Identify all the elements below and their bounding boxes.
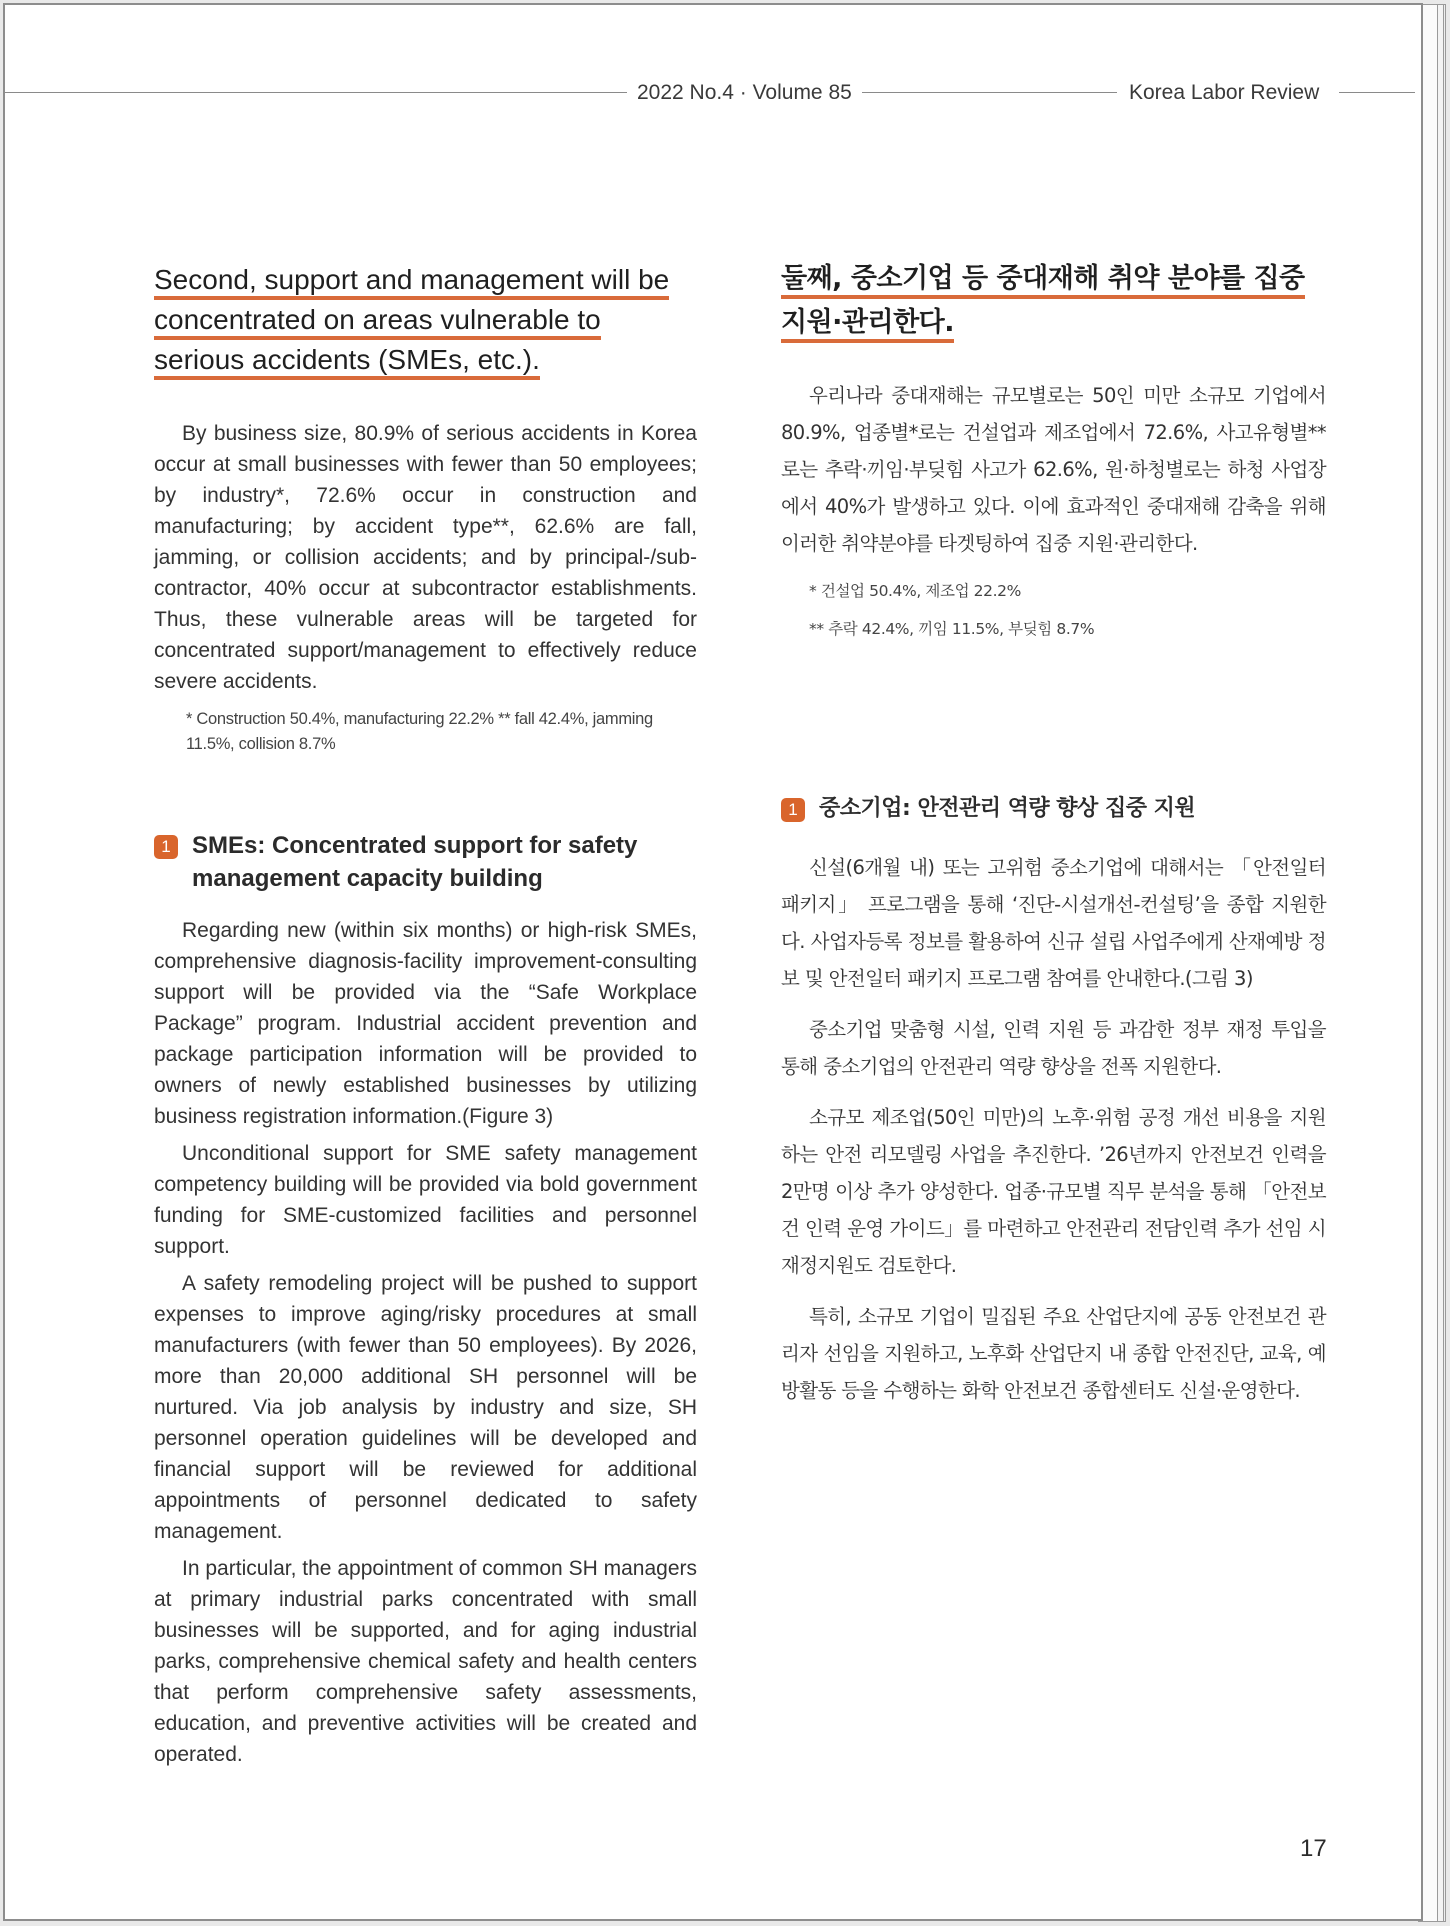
english-paragraph: In particular, the appointment of common SH managers at primary industrial parks concentrated with small businesses will be supported, and for aging industrial parks, comprehensive chemical safety and health centers that perform comprehensive safety assessments, education, and preventive activities will be created and operated.	[154, 1557, 697, 1766]
korean-paragraph: 신설(6개월 내) 또는 고위험 중소기업에 대해서는 「안전일터 패키지」 프로그램을 통해 ‘진단-시설개선-컨설팅’을 종합 지원한다. 사업자등록 정보를 활용하여 신규 설립 사업주에게 산재예방 정보 및 안전일터 패키지 프로그램 참여를 안내한다.(그림 3)	[781, 856, 1326, 990]
header-issue: 2022 No.4 · Volume 85	[627, 81, 862, 105]
english-headline	[154, 260, 697, 380]
english-footnote: * Construction 50.4%, manufacturing 22.2% ** fall 42.4%, jamming 11.5%, collision 8.7%	[186, 710, 653, 753]
section-number-badge: 1	[154, 835, 178, 859]
korean-section-heading	[781, 792, 1326, 825]
english-intro-paragraph: By business size, 80.9% of serious accidents in Korea occur at small businesses with fewer than 50 employees; by industry*, 72.6% occur in construction and manufacturing; by accident type**, 62.6% are fall, jamming, or collision accidents; and by principal-/sub-contractor, 40% occur at subcontractor establishments. Thus, these vulnerable areas will be targeted for concentrated support/management to effectively reduce severe accidents.	[154, 422, 697, 693]
korean-intro-paragraph: 우리나라 중대재해는 규모별로는 50인 미만 소규모 기업에서 80.9%, 업종별*로는 건설업과 제조업에서 72.6%, 사고유형별**로는 추락·끼임·부딪힘 사고가 62.6%, 원·하청별로는 하청 사업장에서 40%가 발생하고 있다. 이에 효과적인 중대재해 감축을 위해 이러한 취약분야를 타겟팅하여 집중 지원·관리한다.	[781, 384, 1326, 555]
english-paragraph: Regarding new (within six months) or high-risk SMEs, comprehensive diagnosis-facility improvement-consulting support will be provided via the “Safe Workplace Package” program. Industrial accident prevention and package participation information will be provided to owners of newly established businesses by utilizing business registration information.(Figure 3)	[154, 919, 697, 1128]
section-number-badge: 1	[781, 798, 805, 822]
english-paragraph: Unconditional support for SME safety management competency building will be provided via bold government funding for SME-customized facilities and personnel support.	[154, 1142, 697, 1258]
english-headline-text: Second, support and management will be concentrated on areas vulnerable to serious accidents (SMEs, etc.).	[154, 264, 669, 380]
korean-column	[781, 257, 1326, 1409]
korean-footnote: * 건설업 50.4%, 제조업 22.2%	[809, 582, 1021, 600]
english-column	[154, 260, 697, 1770]
document-page	[3, 3, 1423, 1921]
korean-paragraph: 소규모 제조업(50인 미만)의 노후·위험 공정 개선 비용을 지원하는 안전 리모델링 사업을 추진한다. ’26년까지 안전보건 인력을 2만명 이상 추가 양성한다. 업종·규모별 직무 분석을 통해 「안전보건 인력 운영 가이드」를 마련하고 안전관리 전담인력 추가 선임 시 재정지원도 검토한다.	[781, 1106, 1326, 1277]
english-section-heading	[154, 829, 697, 895]
header-journal-title: Korea Labor Review	[1117, 81, 1339, 105]
korean-paragraph: 중소기업 맞춤형 시설, 인력 지원 등 과감한 정부 재정 투입을 통해 중소기업의 안전관리 역량 향상을 전폭 지원한다.	[781, 1018, 1326, 1078]
english-paragraph: A safety remodeling project will be pushed to support expenses to improve aging/risky procedures at small manufacturers (with fewer than 50 employees). By 2026, more than 20,000 additional SH personnel will be nurtured. Via job analysis by industry and size, SH personnel operation guidelines will be developed and financial support will be reviewed for additional appointments of personnel dedicated to safety management.	[154, 1272, 697, 1543]
page-number: 17	[1300, 1835, 1327, 1862]
korean-paragraph: 특히, 소규모 기업이 밀집된 주요 산업단지에 공동 안전보건 관리자 선임을 지원하고, 노후화 산업단지 내 종합 안전진단, 교육, 예방활동 등을 수행하는 화학 안전보건 종합센터도 신설·운영한다.	[781, 1305, 1326, 1402]
korean-footnote: ** 추락 42.4%, 끼임 11.5%, 부딪힘 8.7%	[809, 620, 1095, 638]
korean-headline	[781, 257, 1326, 345]
english-section-title: SMEs: Concentrated support for safety management capacity building	[192, 832, 638, 892]
korean-section-title: 중소기업: 안전관리 역량 향상 집중 지원	[819, 796, 1196, 821]
korean-headline-text: 둘째, 중소기업 등 중대재해 취약 분야를 집중 지원·관리한다.	[781, 263, 1305, 343]
